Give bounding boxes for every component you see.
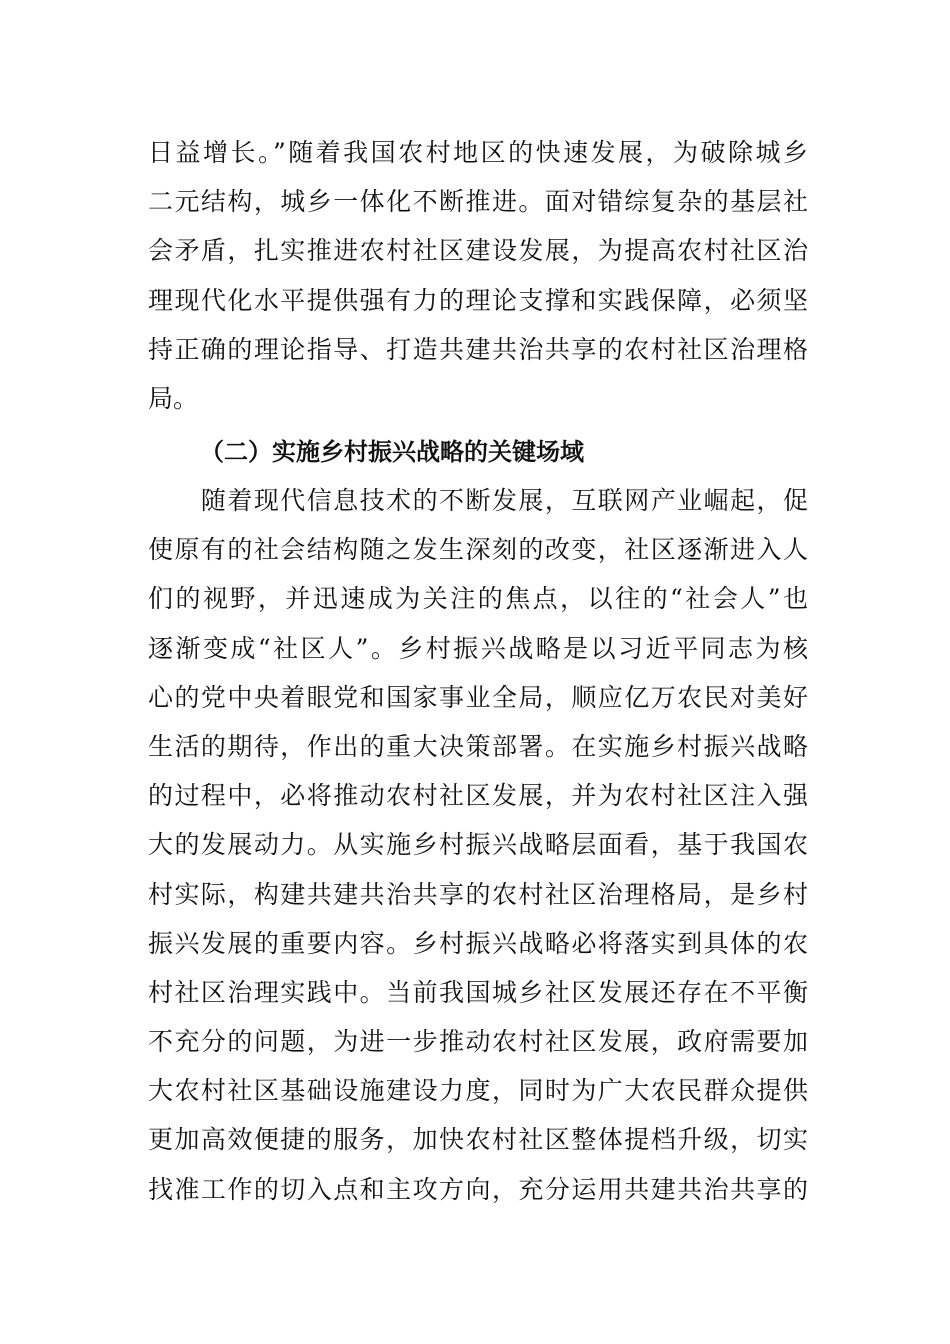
paragraph-line: 心的党中央着眼党和国家事业全局，顺应亿万农民对美好	[148, 682, 808, 712]
paragraph-line: 持正确的理论指导、打造共建共治共享的农村社区治理格	[148, 334, 808, 364]
paragraph-line: 随着现代信息技术的不断发展，互联网产业崛起，促	[148, 486, 808, 515]
section-heading: （二）实施乡村振兴战略的关键场域	[200, 438, 584, 466]
paragraph-line: 大的发展动力。从实施乡村振兴战略层面看，基于我国农	[148, 830, 808, 860]
paragraph-main	[148, 476, 808, 1214]
paragraph-line: 的过程中，必将推动农村社区发展，并为农村社区注入强	[148, 781, 808, 811]
paragraph-line: 们的视野，并迅速成为关注的焦点，以往的“社会人”也	[148, 584, 808, 614]
paragraph-line: 会矛盾，扎实推进农村社区建设发展，为提高农村社区治	[148, 236, 808, 266]
paragraph-line: 二元结构，城乡一体化不断推进。面对错综复杂的基层社	[148, 187, 808, 217]
paragraph-line: 村实际，构建共建共治共享的农村社区治理格局，是乡村	[148, 879, 808, 909]
paragraph-line: 更加高效便捷的服务，加快农村社区整体提档升级，切实	[148, 1125, 808, 1155]
paragraph-line: 不充分的问题，为进一步推动农村社区发展，政府需要加	[148, 1027, 808, 1057]
paragraph-line: 使原有的社会结构随之发生深刻的改变，社区逐渐进入人	[148, 535, 808, 565]
paragraph-line: 生活的期待，作出的重大决策部署。在实施乡村振兴战略	[148, 731, 808, 761]
paragraph-line: 局。	[148, 383, 199, 413]
paragraph-line: 日益增长。”随着我国农村地区的快速发展，为破除城乡	[148, 138, 808, 167]
paragraph-line: 大农村社区基础设施建设力度，同时为广大农民群众提供	[148, 1076, 808, 1106]
paragraph-line: 理现代化水平提供强有力的理论支撑和实践保障，必须坚	[148, 285, 808, 315]
paragraph-line: 逐渐变成“社区人”。乡村振兴战略是以习近平同志为核	[148, 633, 808, 663]
paragraph-line: 振兴发展的重要内容。乡村振兴战略必将落实到具体的农	[148, 928, 808, 958]
paragraph-line: 村社区治理实践中。当前我国城乡社区发展还存在不平衡	[148, 977, 808, 1007]
paragraph-continued	[148, 128, 808, 423]
paragraph-line: 找准工作的切入点和主攻方向，充分运用共建共治共享的	[148, 1174, 808, 1204]
